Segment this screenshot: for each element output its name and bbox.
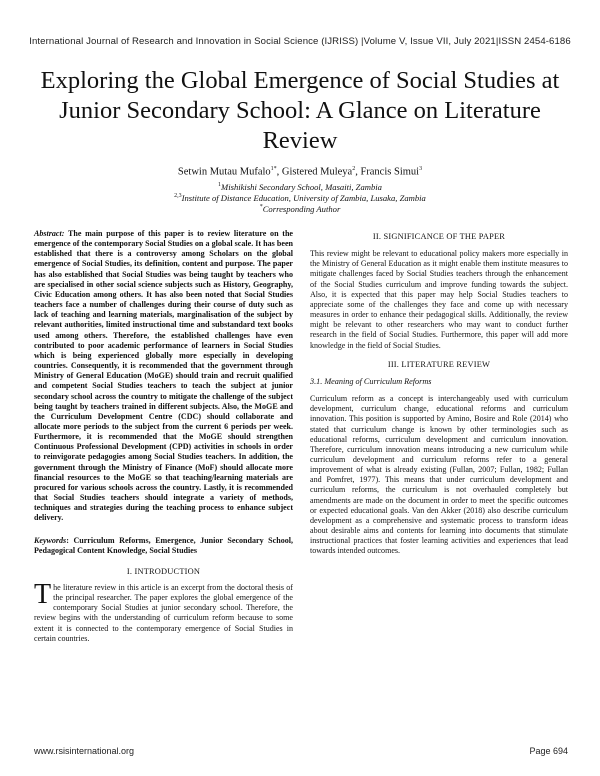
intro-heading: I. INTRODUCTION	[126, 566, 201, 576]
author-3-sup: 3	[419, 166, 423, 172]
left-column	[34, 229, 293, 644]
keywords	[34, 536, 293, 556]
affiliation-2-sup: 2,3	[174, 193, 182, 199]
affiliation-1-text: Mishikishi Secondary School, Masaiti, Zambia	[221, 181, 382, 192]
keywords-label: Keywords	[34, 535, 67, 545]
affiliation-2-text: Institute of Distance Education, University of Zambia, Lusaka, Zambia	[181, 192, 426, 203]
author-2-sup: 2	[352, 166, 356, 172]
affiliation-1-sup: 1	[218, 182, 222, 188]
keywords-text: : Curriculum Reforms, Emergence, Junior Secondary School, Pedagogical Content Knowledge, Social Studies	[34, 535, 293, 555]
author-3: , Francis Simui	[355, 166, 420, 178]
literature-heading: III. LITERATURE REVIEW	[387, 359, 491, 369]
abstract-text: The main purpose of this paper is to review literature on the emergence of the contemporary Social Studies on a global scale. It has been established that there is a controversy among Scholars on the global emergence of Social Studies, its definition, content and purpose. The paper has also established that Social Studies was being taught by teachers who are specialised in other social science subjects such as History, Geography, Civic Education among others. It has also been noted that Social Studies teachers face a number of challenges during their course of duty such as lack of teaching and learning materials, marginalisation of the subject by relevant authorities, limited instructional time and substandard text books used among others. Therefore, the established challenges have even contributed to poor academic performance of learners in Social Studies which is being experienced globally more especially in developing countries. Consequently, it is recommended that the government through Ministry of General Education (MoGE) should train and recruit qualified and competent Social Studies teachers to teach the subject at junior secondary school across the country to mitigate the challenge of the subject being taught by teachers trained in different subjects. Also, the MoGE and the Curriculum Development Centre (CDC) should collaborate and allocate more periods to the subject from the current 6 periods per week. Furthermore, it is recommended that the MoGE should strengthen Continuous Professional Development (CPD) activities in schools in order to reinvigorate pedagogies among Social Studies teachers. In addition, the government through the Ministry of Finance (MoF) should allocate more financial resources to the MoGE so that teaching/learning materials are procured for various schools across the country. Lastly, it is recommended that Social Studies teachers should integrate a variety of methods, techniques and strategies during the teaching process to enhance subject delivery.	[34, 229, 293, 523]
affiliation-3	[40, 202, 560, 214]
title-line-3: Review	[262, 127, 338, 154]
significance-heading: II. SIGNIFICANCE OF THE PAPER	[372, 232, 506, 241]
title-line-2: Junior Secondary School: A Glance on Literature	[59, 97, 541, 124]
author-1-sup: 1*	[270, 166, 277, 172]
abstract-label: Abstract:	[34, 229, 65, 238]
literature-paragraph: Curriculum reform as a concept is interchangeably used with curriculum development, curriculum change, educational reforms and curriculum innovation. This position is supported by Amino, Bosire and Role (2014) who stated that curriculum change is known by other terminologies such as educational reforms, curriculum development and curriculum innovation. Therefore, curriculum innovation means introducing a new curriculum while curriculum development and curriculum reforms refer to a general improvement of what is already existing (Fullan, 2007; Fullan, 1982; Fullan and Pomfret, 1977). This means that under curriculum development and curriculum reforms, the curriculum is not overhauled completely but amendments are made on the document in order to meet the specific outcomes or expected educational goals. Van den Akker (2018) also describe curriculum development as a comprehensive and systematic process to transform ideas about desirable aims and contents for learning into documents that stimulate instructional practices that foster learning activities and experiences that lead towards intended outcomes.	[310, 394, 568, 556]
title-line-1: Exploring the Global Emergence of Social Studies at	[40, 67, 560, 94]
abstract	[34, 229, 293, 524]
right-column	[310, 229, 568, 557]
author-list	[40, 163, 560, 179]
affiliation-3-sup: *	[259, 204, 263, 210]
footer-website: www.rsisinternational.org	[34, 746, 135, 756]
intro-paragraph: The literature review in this article is an excerpt from the doctoral thesis of the principal researcher. The paper explores the global emergence of the contemporary Social Studies at junior secondary school. Therefore, the review begins with the understanding of curriculum reform because to some extent it is connected to the contemporary emergence of Social Studies in certain countries.	[34, 579, 293, 643]
journal-header: International Journal of Research and Innovation in Social Science (IJRISS) |Volume V, Issue VII, July 2021|ISSN 2454-6186	[29, 36, 571, 47]
footer-page-number: Page 694	[529, 746, 568, 756]
author-1: Setwin Mutau Mufalo	[177, 166, 271, 178]
meaning-subheading: 3.1. Meaning of Curriculum Reforms	[310, 376, 432, 386]
author-2: , Gistered Muleya	[276, 166, 353, 178]
paper-title	[40, 66, 560, 156]
affiliation-3-text: Corresponding Author	[262, 203, 341, 214]
significance-paragraph: This review might be relevant to educational policy makers more especially in the Ministry of General Education as it might enable them institute measures to mitigate challenges faced by Social Studies teachers through the enhancement of the Social Studies curriculum and improve funding towards the subject. Also, it is expected that this paper may help Social Studies teachers to appreciate some of the challenges they face and come up with necessary measures in order to enhance their pedagogical skills. Additionally, the review might be relevant to other researchers who may want to conduct further research in the field of Social Studies. Furthermore, this paper will add more knowledge in the field of Social Studies.	[310, 249, 568, 350]
